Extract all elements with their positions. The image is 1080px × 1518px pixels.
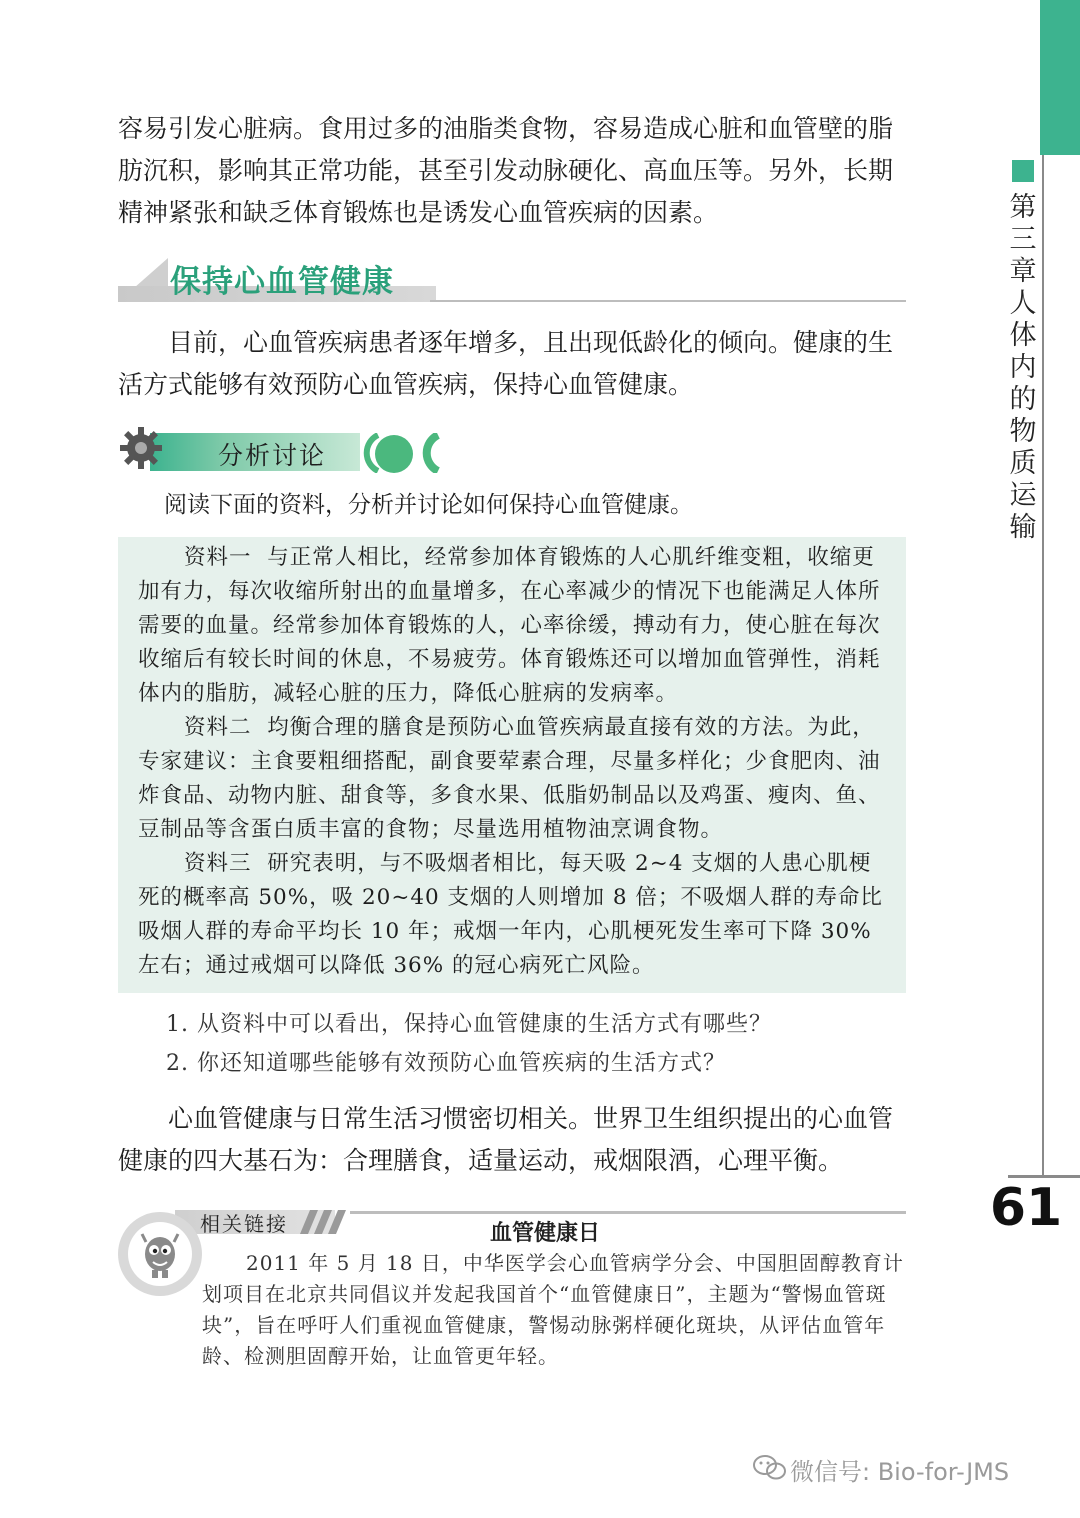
discussion-instruction: 阅读下面的资料，分析并讨论如何保持心血管健康。 (164, 492, 693, 518)
chapter-tab (1040, 0, 1080, 155)
margin-line (1042, 0, 1044, 1175)
intro-paragraph: 容易引发心脏病。食用过多的油脂类食物，容易造成心脏和血管壁的脂肪沉积，影响其正常功能，甚至引发动脉硬化、高血压等。另外，长期精神紧张和缺乏体育锻炼也是诱发心血管疾病的因素。 (118, 114, 894, 227)
cartoon-mascot-icon (138, 1230, 182, 1280)
related-link-label: 相关链接 (200, 1212, 288, 1236)
material-lead: 资料三 (184, 851, 252, 876)
gear-icon (118, 425, 164, 471)
circle-decoration (375, 435, 413, 473)
discussion-question: 1. 从资料中可以看出，保持心血管健康的生活方式有哪些？ (166, 1012, 772, 1037)
material-lead: 资料二 (184, 715, 252, 740)
chapter-label: 第三章 人体内的物质运输 (1009, 192, 1037, 543)
discussion-question: 2. 你还知道哪些能够有效预防心血管疾病的生活方式？ (166, 1051, 726, 1076)
material-text: 研究表明，与不吸烟者相比，每天吸 2~4 支烟的人患心肌梗死的概率高 50%，吸 20~40 支烟的人则增加 8 倍；不吸烟人群的寿命比吸烟人群的寿命平均长 10 年；戒烟一年内，心肌梗死发生率可下降 30% 左右；通过戒烟可以降低 36% 的冠心病死亡风险。 (138, 851, 883, 978)
material-item (138, 541, 888, 711)
related-link-rule (350, 1211, 906, 1214)
related-link-text: 2011 年 5 月 18 日，中华医学会心血管病学分会、中国胆固醇教育计划项目在北京共同倡议并发起我国首个“血管健康日”，主题为“警惕血管斑块”，旨在呼吁人们重视血管健康，警惕动脉粥样硬化斑块，从评估血管年龄、检测胆固醇开始，让血管更年轻。 (202, 1251, 904, 1368)
chapter-marker (1012, 160, 1034, 182)
section-title: 保持心血管健康 (170, 264, 394, 300)
material-item (138, 711, 888, 847)
material-item (138, 847, 888, 983)
watermark (748, 1452, 1009, 1487)
material-text: 与正常人相比，经常参加体育锻炼的人心肌纤维变粗，收缩更加有力，每次收缩所射出的血量增多，在心率减少的情况下也能满足人体所需要的血量。经常参加体育锻炼的人，心率徐缓，搏动有力，使心脏在每次收缩后有较长时间的休息，不易疲劳。体育锻炼还可以增加血管弹性，消耗体内的脂肪，减轻心脏的压力，降低心脏病的发病率。 (138, 545, 881, 706)
summary-paragraph: 心血管健康与日常生活习惯密切相关。世界卫生组织提出的心血管健康的四大基石为：合理膳食，适量运动，戒烟限酒，心理平衡。 (118, 1104, 894, 1175)
discussion-label: 分析讨论 (218, 441, 327, 470)
material-text: 均衡合理的膳食是预防心血管疾病最直接有效的方法。为此，专家建议：主食要粗细搭配，副食要荤素合理，尽量多样化；少食肥肉、油炸食品、动物内脏、甜食等，多食水果、低脂奶制品以及鸡蛋、瘦肉、鱼、豆制品等含蛋白质丰富的食物；尽量选用植物油烹调食物。 (138, 715, 881, 842)
heading-rule (430, 300, 906, 302)
related-link-body (202, 1248, 906, 1372)
section-paragraph: 目前，心血管疾病患者逐年增多，且出现低龄化的倾向。健康的生活方式能够有效预防心血管疾病，保持心血管健康。 (118, 328, 894, 399)
arc-decoration (416, 433, 442, 473)
watermark-text: 微信号: Bio-for-JMS (790, 1458, 1010, 1486)
related-link-title: 血管健康日 (489, 1220, 600, 1246)
page-number: 61 (989, 1178, 1063, 1238)
material-lead: 资料一 (184, 545, 252, 570)
